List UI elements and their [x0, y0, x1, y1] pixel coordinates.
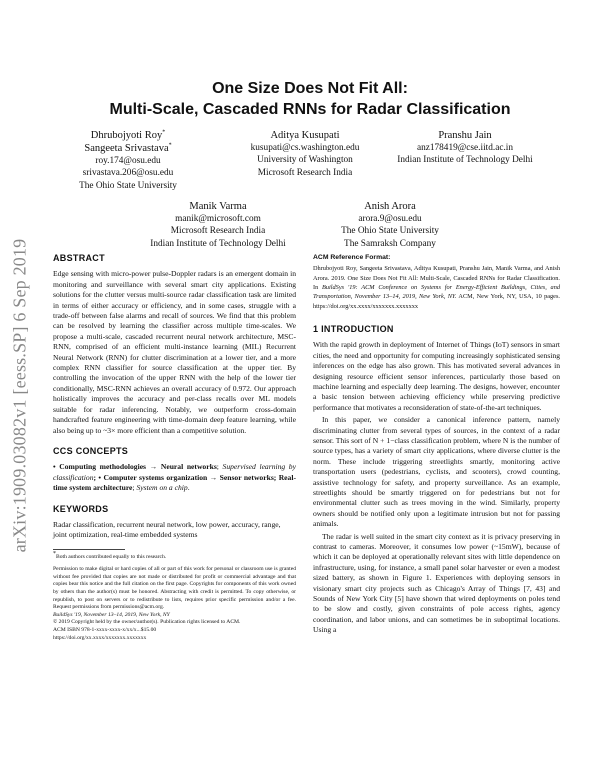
- author-email: kusupati@cs.washington.edu: [250, 143, 360, 153]
- author-block-3: [380, 129, 550, 167]
- author-name: Pranshu Jain: [438, 130, 492, 141]
- author-affiliation: The Samraksh Company: [344, 238, 436, 249]
- author-name: Manik Varma: [189, 201, 247, 212]
- author-affiliation: The Ohio State University: [79, 180, 177, 191]
- author-block-1: Dhrubojyoti Roy* Sangeeta Srivastava* roy.174@osu.edu srivastava.206@osu.edu The Ohio State University: [53, 129, 203, 192]
- arxiv-identifier: arXiv:1909.03082v1 [eess.SP] 6 Sep 2019: [9, 238, 30, 552]
- abstract-heading: ABSTRACT: [53, 253, 105, 263]
- author-email: arora.9@osu.edu: [358, 214, 422, 224]
- author-name: Sangeeta Srivastava: [84, 143, 169, 154]
- footnote-divider: [53, 549, 125, 550]
- ccs-heading: CCS CONCEPTS: [53, 445, 129, 456]
- right-column: [313, 253, 560, 636]
- intro-paragraph-3: The radar is well suited in the smart city context as it is privacy preserving in contrast to cameras. Moreover, it consumes low power (~15mW), because of which it can be deployed at operationally relevant sites with little dependence on infrastructure, using, for instance, a small panel solar harvester or even a modest sized battery, as shown in Figure 1. Experiences with deploying sensors in visionary smart city projects such as Chicago's Array of Things [7, 43] and Sounds of New York City [5] have shown that wired deployments on poles tend to be slow and costly, given constraints of pole access rights, agency coordination, and labor unions, and can sometimes be in suboptimal locations. Using a: [313, 531, 560, 635]
- intro-paragraph-2: In this paper, we consider a canonical inference pattern, namely discriminating clutter from several types of sources, in the context of a radar sensor. This sort of N + 1−class classification problem, where N is the number of source types, has a variety of smart city applications, where diverse clutter is the norm. These include triggering streetlights smartly, monitoring active transportation users (pedestrians, cyclists, and scooters), crowd counting, assistive technology for safety, and property surveillance. As an example, streetlights should be smartly triggered on for pedestrians but not for environmental clutter such as trees moving in the wind. Similarly, property owners should be notified only upon a legitimate intrusion but not for passing animals.: [313, 415, 560, 529]
- acm-reference-heading: ACM Reference Format:: [313, 254, 391, 261]
- author-name: Dhrubojyoti Roy: [90, 130, 163, 141]
- introduction-heading: 1 INTRODUCTION: [313, 323, 394, 334]
- author-affiliation: The Ohio State University: [341, 226, 439, 237]
- author-email: manik@microsoft.com: [175, 214, 261, 224]
- intro-paragraph-1: With the rapid growth in deployment of Internet of Things (IoT) sensors in smart cities, the need and opportunity for computing increasingly sophisticated sensing inferences on the edge has also grown. This has motivated several advances in designing resource efficient sensor inferences, particularly those based on machine learning and especially deep learning. The designs, however, encounter a basic tension between achieving efficiency while preserving predictive performance that motivates a reconsideration of state-of-the-art techniques.: [313, 340, 560, 412]
- author-block-2: [225, 129, 385, 179]
- equal-contribution-footnote: *Both authors contributed equally to this research.: [53, 550, 167, 560]
- author-affiliation: Indian Institute of Technology Delhi: [397, 155, 533, 166]
- author-affiliation: Indian Institute of Technology Delhi: [150, 238, 286, 249]
- title-line-2: Multi-Scale, Cascaded RNNs for Radar Classification: [109, 101, 511, 118]
- abstract-text: Edge sensing with micro-power pulse-Doppler radars is an emergent domain in monitoring and surveillance with several smart city applications. Existing solutions for the clutter versus multi-source radar classification task are limited in terms of either accuracy or efficiency, and in some cases, struggle with a trade-off between false alarms and recall of sources. We find that this problem can be resolved by learning the classifier across multiple time-scales. We propose a multi-scale, cascaded recurrent neural network architecture, MSC-RNN, comprised of an efficient multi-instance learning (MIL) Recurrent Neural Network (RNN) for clutter discrimination at a lower tier, and a more complex RNN classifier for source classification at the upper tier. By controlling the invocation of the upper RNN with the help of the lower tier conditionally, MSC-RNN achieves an overall accuracy of 0.972. Our approach holistically improves the accuracy and per-class recalls over ML models suitable for radar inferencing. Notably, we outperform cross-domain handcrafted feature engineering with time-domain deep feature learning, while also being up to ~3× more efficient than a competitive solution.: [53, 269, 296, 435]
- author-affiliation: University of Washington: [257, 155, 353, 166]
- author-email: anz178419@cse.iitd.ac.in: [416, 143, 514, 153]
- author-email: roy.174@osu.edu: [95, 156, 161, 166]
- acm-reference-text: Dhrubojyoti Roy, Sangeeta Srivastava, Aditya Kusupati, Pranshu Jain, Manik Varma, and Anish Arora. 2019. One Size Does Not Fit All: Multi-Scale, Cascaded RNNs for Radar Classification. In BuildSys '19: ACM Conference on Systems for Energy-Efficient Buildings, Cities, and Transportation, November 13–14, 2019, New York, NY. ACM, New York, NY, USA, 10 pages. https://doi.org/xx.xxxx/xxxxxxx.xxxxxxx: [313, 265, 560, 310]
- ccs-concepts: • Computing methodologies → Neural networks; Supervised learning by classification; • Computer systems organization → Sensor networks; Real-time system architecture; System on a chip.: [53, 462, 296, 493]
- author-affiliation: Microsoft Research India: [170, 226, 266, 237]
- permission-notice: Permission to make digital or hard copies of all or part of this work for personal or classroom use is granted without fee provided that copies are not made or distributed for profit or commercial advantage and that copies bear this notice and the full citation on the first page. Copyrights for components of this work owned by others than the author(s) must be honored. Abstracting with credit is permitted. To copy otherwise, or republish, to post on servers or to redistribute to lists, requires prior specific permission and/or a fee. Request permissions from permissions@acm.org. BuildSys '19, November 13–14, 2019, New York, NY © 2019 Copyright held by the owner/author(s). Publication rights licensed to ACM. ACM ISBN 978-1-xxxx-xxxx-x/xx/x...$15.00 https://doi.org/xx.xxxx/xxxxxxx.xxxxxxx: [53, 566, 296, 641]
- author-name: Anish Arora: [364, 201, 416, 212]
- author-email: srivastava.206@osu.edu: [82, 168, 174, 179]
- author-affiliation: Microsoft Research India: [257, 167, 353, 178]
- title-line-1: One Size Does Not Fit All:: [212, 80, 408, 97]
- author-block-4: [128, 200, 308, 250]
- author-name: Aditya Kusupati: [270, 130, 340, 141]
- paper-title: [50, 78, 570, 120]
- author-block-5: [300, 200, 480, 250]
- keywords-text: Radar classification, recurrent neural network, low power, accuracy, range, joint optimization, real-time embedded systems: [53, 519, 281, 540]
- left-column: [53, 253, 296, 642]
- keywords-heading: KEYWORDS: [53, 503, 109, 514]
